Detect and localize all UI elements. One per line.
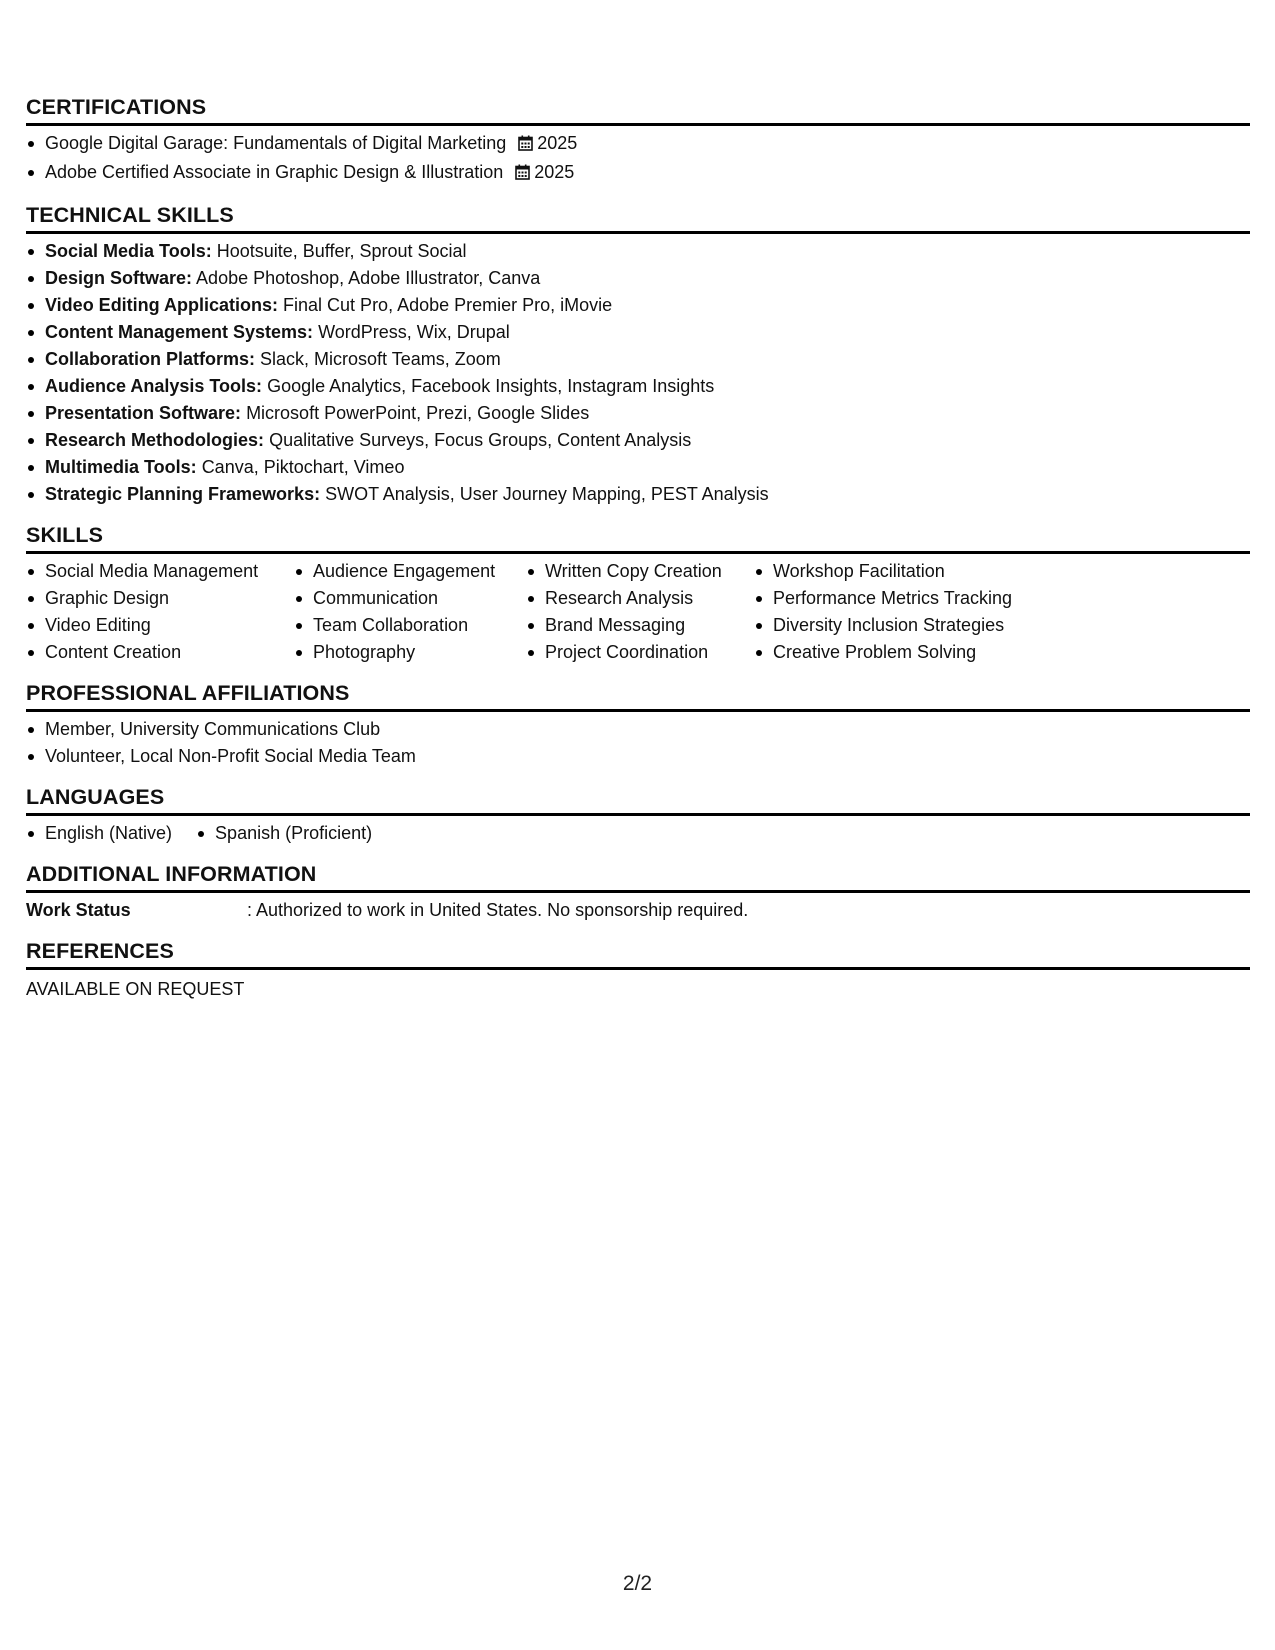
list-item: Audience Engagement <box>294 558 526 585</box>
skills-section <box>26 522 1250 666</box>
skill-category: Design Software: <box>45 268 193 288</box>
skill-values: SWOT Analysis, User Journey Mapping, PEST Analysis <box>325 484 769 504</box>
list-item: Performance Metrics Tracking <box>754 585 1054 612</box>
skill-category: Audience Analysis Tools: <box>45 376 263 396</box>
skill-category: Presentation Software: <box>45 403 242 423</box>
list-item: Video Editing <box>26 612 294 639</box>
section-title: CERTIFICATIONS <box>26 94 1250 126</box>
list-item: Member, University Communications Club <box>26 716 1250 743</box>
list-item: Social Media Management <box>26 558 294 585</box>
skill-values: Hootsuite, Buffer, Sprout Social <box>216 241 467 261</box>
list-item: Workshop Facilitation <box>754 558 1054 585</box>
list-item: Team Collaboration <box>294 612 526 639</box>
references-text: AVAILABLE ON REQUEST <box>26 979 245 999</box>
section-title: PROFESSIONAL AFFILIATIONS <box>26 680 1250 712</box>
certification-year: 2025 <box>537 133 578 153</box>
skill-category: Research Methodologies: <box>45 430 265 450</box>
section-title: LANGUAGES <box>26 784 1250 816</box>
list-item <box>26 319 1250 346</box>
list-item <box>26 292 1250 319</box>
list-item <box>26 454 1250 481</box>
certification-name: Adobe Certified Associate in Graphic Design & Illustration <box>45 162 504 182</box>
list-item <box>26 265 1250 292</box>
info-value: : Authorized to work in United States. No sponsorship required. <box>247 900 749 920</box>
info-key: Work Status <box>26 900 131 920</box>
resume-page <box>26 94 1250 1003</box>
section-title: REFERENCES <box>26 938 1250 970</box>
references-section <box>26 938 1250 1003</box>
list-item: Creative Problem Solving <box>754 639 1054 666</box>
skill-values: Adobe Photoshop, Adobe Illustrator, Canva <box>196 268 541 288</box>
skill-category: Multimedia Tools: <box>45 457 197 477</box>
list-item: Spanish (Proficient) <box>196 820 372 847</box>
skill-values: Qualitative Surveys, Focus Groups, Content Analysis <box>269 430 692 450</box>
page-number: 2/2 <box>622 1572 653 1595</box>
list-item: Written Copy Creation <box>526 558 754 585</box>
languages-section <box>26 784 1250 847</box>
certifications-list <box>26 130 1250 188</box>
skill-category: Collaboration Platforms: <box>45 349 256 369</box>
list-item <box>26 373 1250 400</box>
skills-column <box>754 558 1054 666</box>
additional-info-section <box>26 861 1250 924</box>
list-item: Graphic Design <box>26 585 294 612</box>
list-item <box>26 400 1250 427</box>
calendar-icon <box>515 161 530 188</box>
list-item: Photography <box>294 639 526 666</box>
affiliations-section <box>26 680 1250 770</box>
affiliations-list <box>26 716 1250 770</box>
skills-column <box>526 558 754 666</box>
skill-values: WordPress, Wix, Drupal <box>318 322 510 342</box>
technical-skills-section <box>26 202 1250 508</box>
skill-values: Slack, Microsoft Teams, Zoom <box>260 349 501 369</box>
list-item: Content Creation <box>26 639 294 666</box>
skill-category: Video Editing Applications: <box>45 295 279 315</box>
list-item: Communication <box>294 585 526 612</box>
list-item <box>26 481 1250 508</box>
calendar-icon <box>518 132 533 159</box>
list-item: Project Coordination <box>526 639 754 666</box>
skill-values: Google Analytics, Facebook Insights, Instagram Insights <box>267 376 715 396</box>
technical-skills-list <box>26 238 1250 508</box>
section-title: TECHNICAL SKILLS <box>26 202 1250 234</box>
list-item: Volunteer, Local Non-Profit Social Media Team <box>26 743 1250 770</box>
list-item <box>26 238 1250 265</box>
work-status-row <box>26 897 1250 924</box>
skills-column <box>294 558 526 666</box>
list-item: Diversity Inclusion Strategies <box>754 612 1054 639</box>
skill-values: Microsoft PowerPoint, Prezi, Google Slides <box>246 403 590 423</box>
certification-year: 2025 <box>534 162 575 182</box>
skills-grid <box>26 558 1250 666</box>
list-item: Brand Messaging <box>526 612 754 639</box>
skill-values: Canva, Piktochart, Vimeo <box>201 457 405 477</box>
skill-values: Final Cut Pro, Adobe Premier Pro, iMovie <box>283 295 613 315</box>
list-item <box>26 427 1250 454</box>
list-item: Research Analysis <box>526 585 754 612</box>
section-title: ADDITIONAL INFORMATION <box>26 861 1250 893</box>
section-title: SKILLS <box>26 522 1250 554</box>
list-item <box>26 346 1250 373</box>
skill-category: Strategic Planning Frameworks: <box>45 484 321 504</box>
list-item: English (Native) <box>26 820 172 847</box>
skills-column <box>26 558 294 666</box>
skill-category: Content Management Systems: <box>45 322 314 342</box>
languages-list <box>26 820 1250 847</box>
skill-category: Social Media Tools: <box>45 241 212 261</box>
list-item <box>26 130 1250 159</box>
certification-name: Google Digital Garage: Fundamentals of Digital Marketing <box>45 133 507 153</box>
certifications-section <box>26 94 1250 188</box>
list-item <box>26 159 1250 188</box>
